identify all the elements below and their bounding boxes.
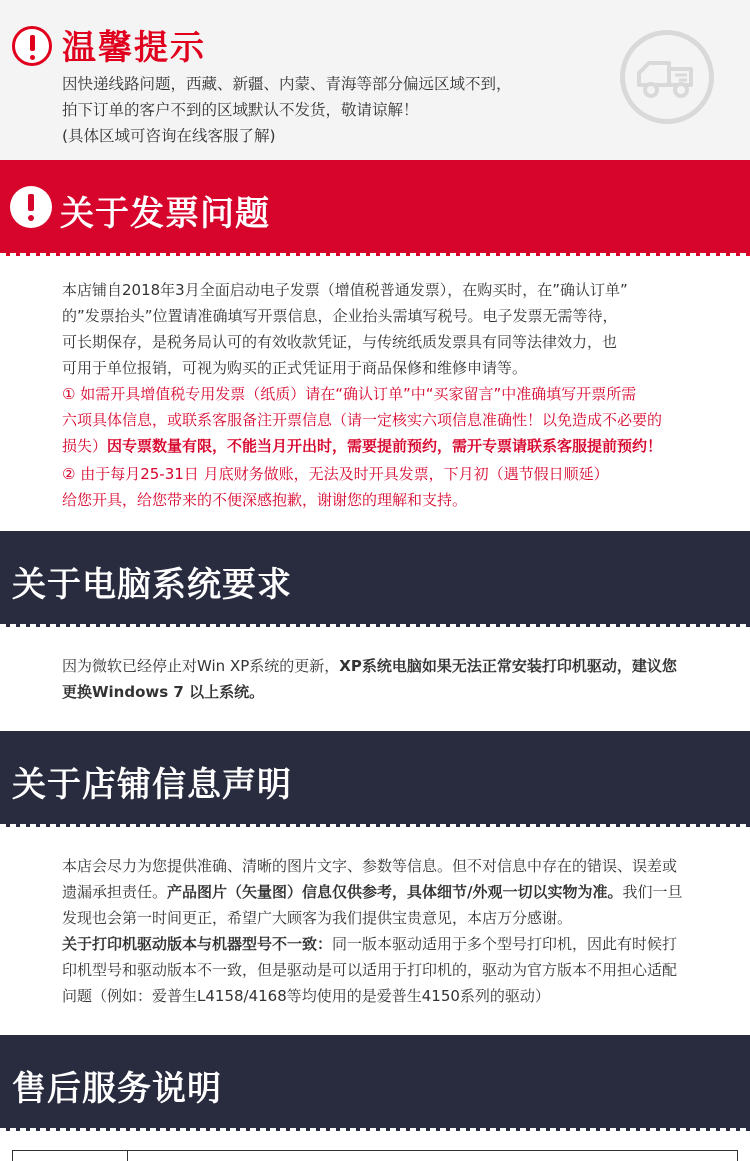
system-text-part: 因为微软已经停止对Win XP系统的更新， xyxy=(62,657,340,675)
store-header xyxy=(0,731,750,827)
store-text: 印机型号和驱动版本不一致，但是驱动是可以适用于打印机的，驱动为官方版本不用担心适配 xyxy=(62,961,678,979)
notice-line: 拍下订单的客户不到的区域默认不发货，敬请谅解！ xyxy=(62,101,419,119)
system-text xyxy=(62,681,732,702)
system-text xyxy=(62,655,732,676)
invoice-text: 可用于单位报销，可视为购买的正式凭证用于商品保修和维修申请等。 xyxy=(62,359,528,377)
notice-line: (具体区域可咨询在线客服了解) xyxy=(62,127,276,145)
header-divider xyxy=(0,824,750,828)
system-text-bold: 更换Windows 7 以上系统。 xyxy=(62,683,265,701)
section-title: 关于店铺信息声明 xyxy=(12,765,292,805)
invoice-note xyxy=(62,435,732,456)
section-title: 关于电脑系统要求 xyxy=(12,565,292,605)
invoice-header xyxy=(0,160,750,256)
delivery-truck-icon xyxy=(620,30,714,124)
after-sales-header xyxy=(0,1035,750,1131)
invoice-note: 给您开具，给您带来的不便深感抱歉，谢谢您的理解和支持。 xyxy=(62,491,468,509)
exclamation-icon xyxy=(10,186,52,228)
store-text-part: 同一版本驱动适用于多个型号打印机，因此有时候打 xyxy=(332,935,678,953)
header-divider xyxy=(0,1128,750,1132)
store-text-bold: 产品图片（矢量图）信息仅供参考，具体细节/外观一切以实物为准。 xyxy=(167,883,623,901)
notice-line: 因快递线路问题，西藏、新疆、内蒙、青海等部分偏远区域不到， xyxy=(62,75,512,93)
invoice-note: ① 如需开具增值税专用发票（纸质）请在“确认订单”中“买家留言”中准确填写开票所需 xyxy=(62,385,637,403)
invoice-text: 可长期保存，是税务局认可的有效收款凭证，与传统纸质发票具有同等法律效力，也 xyxy=(62,333,618,351)
notice-title: 温馨提示 xyxy=(62,28,206,68)
notice-section xyxy=(0,0,750,160)
invoice-note: 六项具体信息，或联系客服备注开票信息（请一定核实六项信息准确性！以免造成不必要的 xyxy=(62,411,663,429)
header-divider xyxy=(0,253,750,257)
invoice-text: 本店铺自2018年3月全面启动电子发票（增值税普通发票），在购买时，在”确认订单” xyxy=(62,281,628,299)
invoice-note-part: 损失） xyxy=(62,437,108,455)
system-header xyxy=(0,531,750,627)
invoice-text: 的”发票抬头”位置请准确填写开票信息，企业抬头需填写税号。电子发票无需等待， xyxy=(62,307,618,325)
store-text xyxy=(62,881,732,902)
store-text-part: 遗漏承担责任。 xyxy=(62,883,168,901)
system-text-bold: XP系统电脑如果无法正常安装打印机驱动，建议您 xyxy=(339,657,677,675)
store-text xyxy=(62,933,732,954)
header-divider xyxy=(0,624,750,628)
table-column-divider xyxy=(127,1151,128,1161)
section-title: 关于发票问题 xyxy=(60,194,270,234)
store-text: 发现也会第一时间更正，希望广大顾客为我们提供宝贵意见，本店万分感谢。 xyxy=(62,909,573,927)
section-title: 售后服务说明 xyxy=(12,1069,222,1109)
exclamation-icon xyxy=(12,26,52,66)
store-text: 本店会尽力为您提供准确、清晰的图片文字、参数等信息。但不对信息中存在的错误、误差或 xyxy=(62,857,678,875)
after-sales-table xyxy=(12,1150,738,1161)
store-text-part: 我们一旦 xyxy=(622,883,683,901)
invoice-note-bold: 因专票数量有限，不能当月开出时，需要提前预约，需开专票请联系客服提前预约！ xyxy=(107,437,663,455)
invoice-note: ② 由于每月25-31日 月底财务做账，无法及时开具发票，下月初（遇节假日顺延） xyxy=(62,465,609,483)
store-text-bold: 关于打印机驱动版本与机器型号不一致： xyxy=(62,935,333,953)
store-text: 问题（例如：爱普生L4158/4168等均使用的是爱普生4150系列的驱动） xyxy=(62,987,550,1005)
